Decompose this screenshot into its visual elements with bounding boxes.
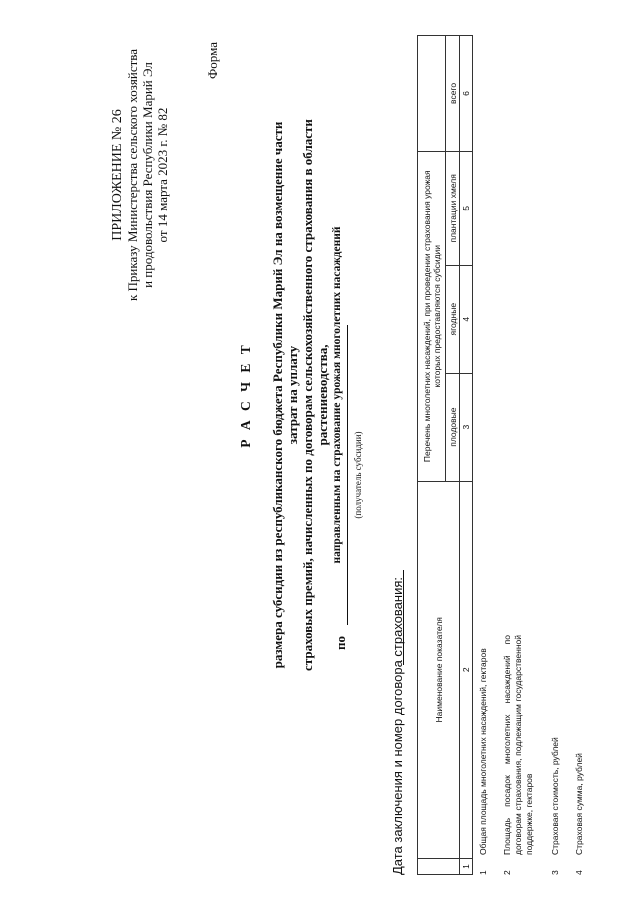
- row-text: Общая площадь многолетних насаждений, гектаров: [478, 648, 488, 855]
- row-number: 3: [550, 870, 560, 875]
- col-number: 1: [460, 859, 473, 875]
- row-number: 4: [574, 870, 584, 875]
- description-line-1: размера субсидии из республиканского бюджета Республики Марий Эл на возмещение части затрат на уплату: [270, 121, 300, 669]
- appendix-line-4: от 14 марта 2023 г. № 82: [155, 107, 170, 243]
- header-yagodnye: ягодные: [446, 265, 460, 373]
- description-line-3: направленным на страхование урожая многолетних насаждений: [331, 226, 343, 564]
- appendix-line-3: и продовольствия Республики Марий Эл: [140, 62, 155, 288]
- row-number: 1: [478, 870, 488, 875]
- contract-date-label: Дата заключения и номер договора страхования:: [390, 576, 405, 875]
- header-total: всего: [446, 36, 460, 152]
- description-line-2: страховых премий, начисленных по договорам сельскохозяйственного страхования в области растениеводства,: [300, 119, 330, 671]
- document-heading: Р А С Ч Е Т: [238, 342, 253, 448]
- row-text: Страховая сумма, рублей: [574, 753, 584, 855]
- header-plodovye: плодовые: [446, 373, 460, 481]
- row-text: Страховая стоимость, рублей: [550, 737, 560, 855]
- appendix-title: ПРИЛОЖЕНИЕ № 26: [110, 109, 125, 241]
- recipient-po: по: [333, 636, 348, 650]
- header-group: Перечень многолетних насаждений, при проведении страхования урожая которых предоставляются субсидии: [418, 151, 446, 481]
- recipient-caption: (получатель субсидии): [353, 431, 363, 519]
- col-number: 3: [460, 373, 473, 481]
- header-indicator: Наименование показателя: [418, 481, 460, 858]
- appendix-line-2: к Приказу Министерства сельского хозяйства: [125, 48, 140, 302]
- col-number: 4: [460, 265, 473, 373]
- form-label: Форма: [205, 42, 220, 79]
- col-number: 2: [460, 481, 473, 858]
- row-text: Площадь посадок многолетних насаждений по договорам страхования, подлежащим государственной поддержке, гектаров: [502, 635, 534, 855]
- col-number: 6: [460, 36, 473, 152]
- row-number: 2: [502, 870, 512, 875]
- col-number: 5: [460, 151, 473, 265]
- header-hmel: плантации хмеля: [446, 151, 460, 265]
